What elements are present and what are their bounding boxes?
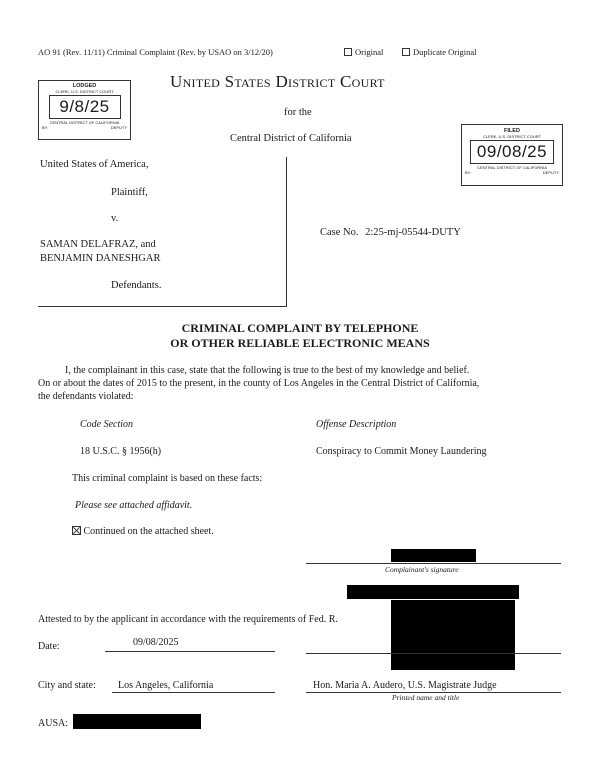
- filed-by-line: [462, 170, 562, 175]
- caption-horizontal-rule: [38, 306, 287, 307]
- continued-row: [72, 525, 214, 538]
- statement-line2: On or about the dates of 2015 to the present, in the county of Los Angeles in the Central District of California,: [38, 378, 480, 389]
- duplicate-checkbox-group: [402, 47, 477, 57]
- lodged-deputy: DEPUTY: [110, 125, 127, 130]
- case-number: 2:25-mj-05544-DUTY: [365, 227, 461, 238]
- lodged-clerk: CLERK, U.S. DISTRICT COURT: [55, 89, 114, 94]
- case-label: Case No.: [320, 227, 359, 238]
- code-section-header: Code Section: [80, 419, 134, 430]
- filed-label: FILED: [504, 128, 520, 134]
- lodged-district: CENTRAL DISTRICT OF CALIFORNIA: [49, 120, 120, 125]
- date-line: [105, 651, 275, 652]
- city-state-value: Los Angeles, California: [118, 680, 214, 691]
- lodged-stamp: [38, 80, 131, 140]
- lodged-date: 9/8/25: [49, 95, 121, 119]
- ausa-redaction: [73, 714, 201, 729]
- code-section-value: 18 U.S.C. § 1956(h): [80, 446, 162, 457]
- lodged-by: BY:: [42, 125, 49, 130]
- filed-district: CENTRAL DISTRICT OF CALIFORNIA: [477, 165, 547, 170]
- judge-signature-redaction: [391, 600, 515, 670]
- judge-signature-line: [306, 653, 561, 654]
- court-name: United States District Court: [170, 72, 385, 91]
- defendant-1: SAMAN DELAFRAZ, and: [40, 239, 156, 250]
- original-label: Original: [355, 47, 384, 57]
- duplicate-label: Duplicate Original: [413, 47, 477, 57]
- complaint-title-line1: CRIMINAL COMPLAINT BY TELEPHONE: [181, 321, 419, 335]
- original-checkbox[interactable]: [344, 48, 352, 56]
- continued-checkbox[interactable]: [72, 526, 81, 535]
- plaintiff-name: United States of America,: [40, 159, 149, 170]
- ausa-label: AUSA:: [38, 718, 69, 729]
- judge-name: Hon. Maria A. Audero, U.S. Magistrate Judge: [313, 680, 497, 691]
- filed-stamp: [461, 124, 563, 186]
- complainant-signature-redaction: [391, 549, 476, 562]
- defendant-role: Defendants.: [111, 280, 162, 291]
- complainant-signature-line: [306, 563, 561, 564]
- caption-vertical-rule: [286, 157, 287, 307]
- judge-name-caption: Printed name and title: [392, 693, 460, 702]
- date-value: 09/08/2025: [133, 637, 179, 648]
- filed-date: 09/08/25: [470, 140, 554, 164]
- printed-name-redaction: [347, 585, 519, 599]
- city-state-line: [112, 692, 275, 693]
- lodged-label: LODGED: [72, 83, 97, 89]
- facts-detail: Please see attached affidavit.: [75, 500, 193, 511]
- offense-description-value: Conspiracy to Commit Money Laundering: [316, 446, 487, 457]
- complainant-signature-caption: Complainant's signature: [385, 565, 459, 574]
- defendant-2: BENJAMIN DANESHGAR: [40, 253, 161, 264]
- filed-deputy: DEPUTY: [542, 170, 559, 175]
- case-number-row: [320, 227, 461, 238]
- facts-intro: This criminal complaint is based on these facts:: [72, 473, 263, 484]
- versus: v.: [111, 213, 119, 224]
- date-label: Date:: [38, 641, 60, 652]
- filed-clerk: CLERK, U.S. DISTRICT COURT: [482, 134, 542, 139]
- filed-by: BY:: [465, 170, 472, 175]
- duplicate-checkbox[interactable]: [402, 48, 410, 56]
- statement-line3: the defendants violated:: [38, 391, 134, 402]
- attestation-text: Attested to by the applicant in accordance with the requirements of Fed. R.: [38, 614, 338, 625]
- city-state-label: City and state:: [38, 680, 96, 691]
- court-district: Central District of California: [230, 133, 352, 144]
- court-for: for the: [284, 107, 312, 118]
- original-checkbox-group: [344, 47, 383, 57]
- complaint-title-line2: OR OTHER RELIABLE ELECTRONIC MEANS: [170, 336, 430, 350]
- plaintiff-role: Plaintiff,: [111, 187, 148, 198]
- continued-label: Continued on the attached sheet.: [83, 526, 214, 537]
- lodged-by-line: [39, 125, 130, 130]
- form-code: AO 91 (Rev. 11/11) Criminal Complaint (Rev. by USAO on 3/12/20): [38, 47, 273, 57]
- statement-line1: I, the complainant in this case, state that the following is true to the best of my knowledge and belief.: [65, 365, 470, 376]
- offense-description-header: Offense Description: [316, 419, 397, 430]
